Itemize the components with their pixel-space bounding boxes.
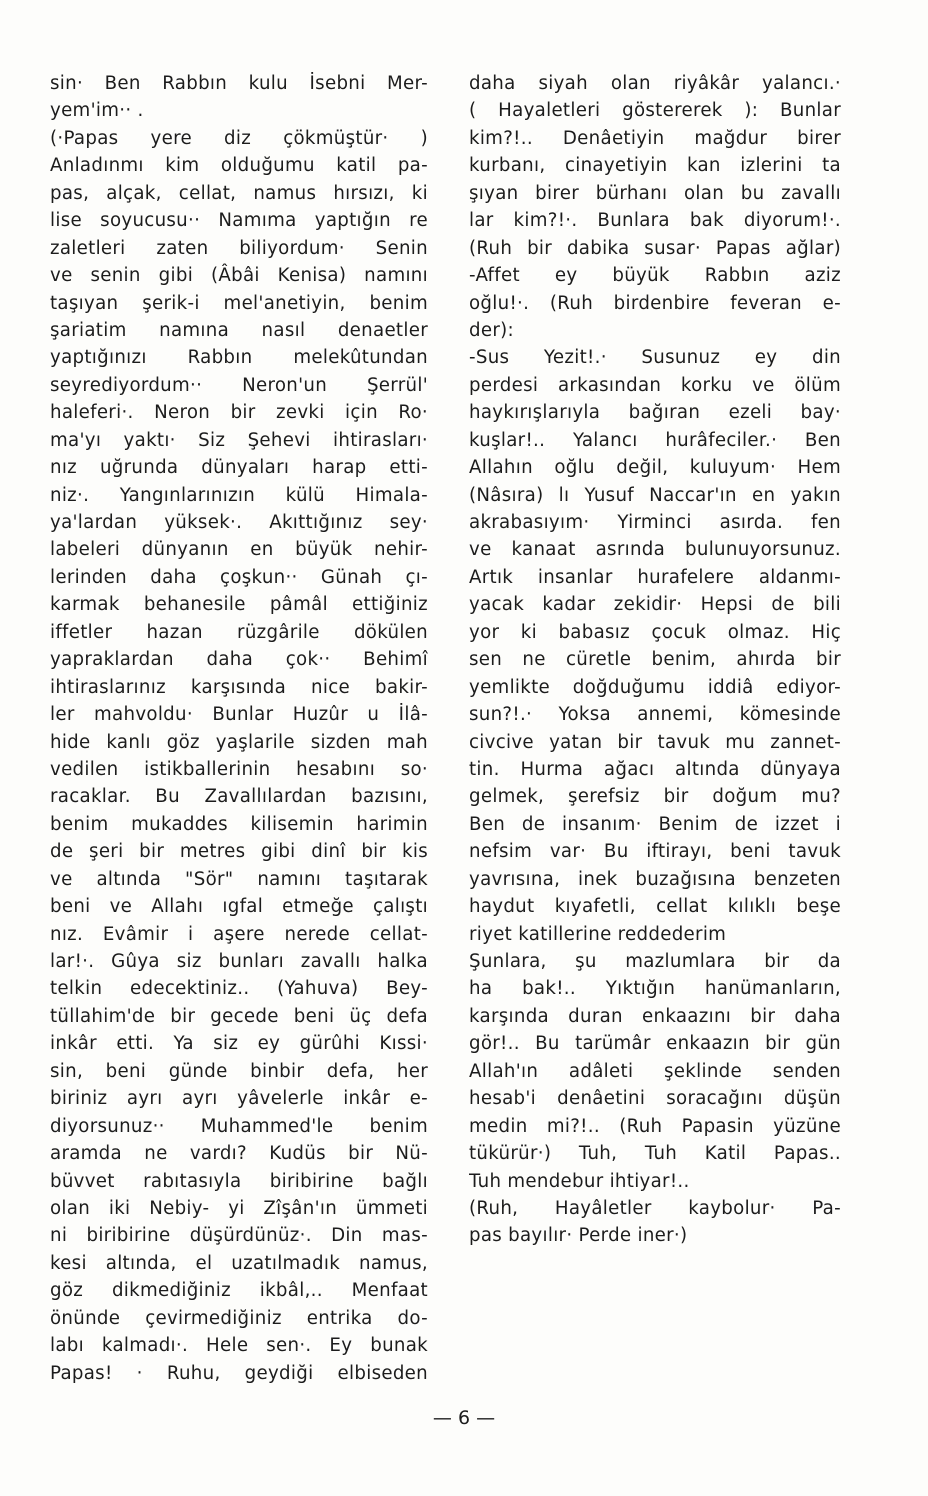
right-column-line: Artık insanlar hurafelere aldanmı-	[469, 566, 841, 588]
right-column-line: sen ne cüretle benim, ahırda bir	[469, 649, 841, 671]
left-column-line: ma'yı yaktı· Siz Şehevi ihtirasları·	[50, 429, 428, 451]
left-column-line: biriniz ayrı ayrı yâvelerle inkâr e-	[50, 1088, 428, 1110]
right-column-line: -Sus Yezit!.· Susunuz ey din	[469, 347, 841, 369]
left-column-line: vedilen istikballerinin hesabını so·	[50, 758, 428, 780]
right-column-line: Allah'ın adâleti şeklinde senden	[469, 1060, 841, 1082]
right-column-line: kurbanı, cinayetiyin kan izlerini ta	[469, 155, 841, 177]
left-column-line: taşıyan şerik-i mel'anetiyin, benim	[50, 292, 428, 314]
right-column-line: yacak kadar zekidir· Hepsi de bili	[469, 594, 841, 616]
right-column-line: der):	[469, 319, 514, 341]
left-column-line: Anladınmı kim olduğumu katil pa-	[50, 155, 428, 177]
page-number: — 6 —	[432, 1407, 496, 1429]
left-column-line: niz·. Yangınlarınızın külü Himala-	[50, 484, 428, 506]
left-column-line: büvvet rabıtasıyla biribirine bağlı	[50, 1170, 428, 1192]
right-column-line: yemlikte doğduğumu iddiâ ediyor-	[469, 676, 841, 698]
left-column-line: lar!·. Gûya siz bunları zavallı halka	[50, 951, 428, 972]
left-column-line: ni biribirine düşürdünüz·. Din mas-	[50, 1225, 428, 1247]
left-text-column	[50, 70, 428, 1387]
left-column-line: haleferi·. Neron bir zevki için Ro·	[50, 402, 428, 424]
left-column-line: sin, beni günde binbir defa, her	[50, 1060, 428, 1082]
left-column-line: aramda ne vardı? Kudüs bir Nü-	[50, 1143, 428, 1165]
left-column-line: de şeri bir metres gibi dinî bir kis	[50, 841, 428, 863]
left-column-line: inkâr etti. Ya siz ey gürûhi Kıssi·	[50, 1033, 428, 1055]
left-column-line: beni ve Allahı ıgfal etmeğe çalıştı	[50, 896, 428, 918]
left-column-line: yem'im·· .	[50, 100, 144, 122]
left-column-line: labeleri dünyanın en büyük nehir-	[50, 539, 428, 561]
left-column-line: kesi altında, el uzatılmadık namus,	[50, 1252, 428, 1274]
right-column-line: Allahın oğlu değil, kuluyum· Hem	[469, 457, 841, 479]
right-column-line: medin mi?!.. (Ruh Papasin yüzüne	[469, 1115, 841, 1137]
right-column-line: şıyan birer bürhanı olan bu zavallı	[469, 182, 841, 204]
right-column-line: kuşlar!.. Yalancı hurâfeciler.· Ben	[469, 429, 841, 451]
left-column-line: karmak behanesile pâmâl ettiğiniz	[50, 594, 428, 616]
left-column-line: iffetler hazan rüzgârile dökülen	[50, 621, 428, 643]
left-column-line: ve altında "Sör" namını taşıtarak	[50, 868, 428, 890]
right-column-line: karşında duran enkaazını bir daha	[469, 1005, 841, 1027]
left-column-line: nız uğrunda dünyaları harap etti-	[50, 457, 428, 479]
left-column-line: labı kalmadı·. Hele sen·. Ey bunak	[50, 1335, 428, 1357]
left-column-line: yapraklardan daha çok·· Behimî	[50, 649, 428, 671]
right-text-column	[469, 70, 841, 1250]
left-column-line: sin· Ben Rabbın kulu İsebni Mer-	[50, 73, 428, 94]
right-column-line: ( Hayaletleri göstererek ): Bunlar	[469, 100, 841, 122]
right-column-line: perdesi arkasından korku ve ölüm	[469, 374, 841, 396]
right-column-line: tükürür·) Tuh, Tuh Katil Papas..	[469, 1143, 841, 1165]
left-column-line: pas, alçak, cellat, namus hırsızı, ki	[50, 182, 428, 204]
right-column-line: haydut kıyafetli, cellat kılıklı beşe	[469, 896, 841, 918]
right-column-line: haykırışlarıyla bağıran ezeli bay·	[469, 402, 841, 424]
right-column-line: Ben de insanım· Benim de izzet i	[469, 813, 841, 835]
left-column-line: şariatim namına nasıl denaetler	[50, 319, 428, 341]
right-column-line: lar kim?!·. Bunlara bak diyorum!·.	[469, 210, 841, 232]
right-column-line: civcive yatan bir tavuk mu zannet-	[469, 731, 841, 753]
left-column-line: (·Papas yere diz çökmüştür· )	[50, 127, 428, 149]
left-column-line: Papas! · Ruhu, geydiği elbiseden	[50, 1362, 428, 1384]
left-column-line: racaklar. Bu Zavallılardan bazısını,	[50, 786, 428, 808]
right-column-line: akrabasıyım· Yirminci asırda. fen	[469, 512, 841, 533]
right-column-line: (Ruh, Hayâletler kaybolur· Pa-	[469, 1197, 841, 1219]
left-column-line: önünde çevirmediğiniz entrika do-	[50, 1307, 428, 1329]
left-column-line: yaptığınızı Rabbın melekûtundan	[50, 347, 428, 369]
left-column-line: ya'lardan yüksek·. Akıttığınız sey·	[50, 512, 428, 533]
left-column-line: lerinden daha çoşkun·· Günah çı-	[50, 566, 428, 588]
left-column-line: seyrediyordum·· Neron'un Şerrül'	[50, 374, 428, 396]
left-column-line: zaletleri zaten biliyordum· Senin	[50, 237, 428, 259]
right-column-line: kim?!.. Denâetiyin mağdur birer	[469, 127, 841, 149]
left-column-line: göz dikmediğiniz ikbâl,.. Menfaat	[50, 1280, 428, 1302]
right-column-line: Tuh mendebur ihtiyar!..	[469, 1170, 690, 1192]
left-column-line: telkin edecektiniz.. (Yahuva) Bey-	[50, 978, 428, 1000]
right-column-line: ha bak!.. Yıktığın hanümanların,	[469, 978, 841, 1000]
right-column-line: gelmek, şerefsiz bir doğum mu?	[469, 786, 841, 808]
left-column-line: lise soyucusu·· Namıma yaptığın re	[50, 210, 428, 232]
right-column-line: ve kanaat asrında bulunuyorsunuz.	[469, 539, 841, 561]
left-column-line: benim mukaddes kilisemin harimin	[50, 813, 428, 835]
right-column-line: oğlu!·. (Ruh birdenbire feveran e-	[469, 292, 841, 314]
right-column-line: (Nâsıra) lı Yusuf Naccar'ın en yakın	[469, 484, 841, 506]
left-column-line: olan iki Nebiy- yi Zîşân'ın ümmeti	[50, 1197, 428, 1219]
right-column-line: -Affet ey büyük Rabbın aziz	[469, 265, 841, 287]
right-column-line: tin. Hurma ağacı altında dünyaya	[469, 758, 841, 780]
left-column-line: ler mahvoldu· Bunlar Huzûr u İlâ-	[50, 704, 428, 726]
right-column-line: sun?!.· Yoksa annemi, kömesinde	[469, 704, 841, 726]
left-column-line: tüllahim'de bir gecede beni üç defa	[50, 1005, 428, 1027]
left-column-line: ve senin gibi (Âbâi Kenisa) namını	[50, 265, 428, 287]
right-column-line: yavrısına, inek buzağısına benzeten	[469, 868, 841, 890]
right-column-line: hesab'i denâetini soracağını düşün	[469, 1088, 841, 1110]
right-column-line: yor ki babasız çocuk olmaz. Hiç	[469, 621, 841, 643]
right-column-line: riyet katillerine reddederim	[469, 923, 727, 945]
right-column-line: nefsim var· Bu iftirayı, beni tavuk	[469, 841, 841, 863]
left-column-line: hide kanlı göz yaşlarile sizden mah	[50, 731, 428, 753]
right-column-line: gör!.. Bu tarümâr enkaazın bir gün	[469, 1033, 841, 1055]
right-column-line: daha siyah olan riyâkâr yalancı.·	[469, 73, 841, 94]
right-column-line: pas bayılır· Perde iner·)	[469, 1225, 688, 1247]
left-column-line: nız. Evâmir i aşere nerede cellat-	[50, 923, 428, 945]
right-column-line: Şunlara, şu mazlumlara bir da	[469, 951, 841, 972]
left-column-line: ihtiraslarınız karşısında nice bakir-	[50, 676, 428, 698]
left-column-line: diyorsunuz·· Muhammed'le benim	[50, 1115, 428, 1137]
right-column-line: (Ruh bir dabika susar· Papas ağlar)	[469, 237, 841, 259]
